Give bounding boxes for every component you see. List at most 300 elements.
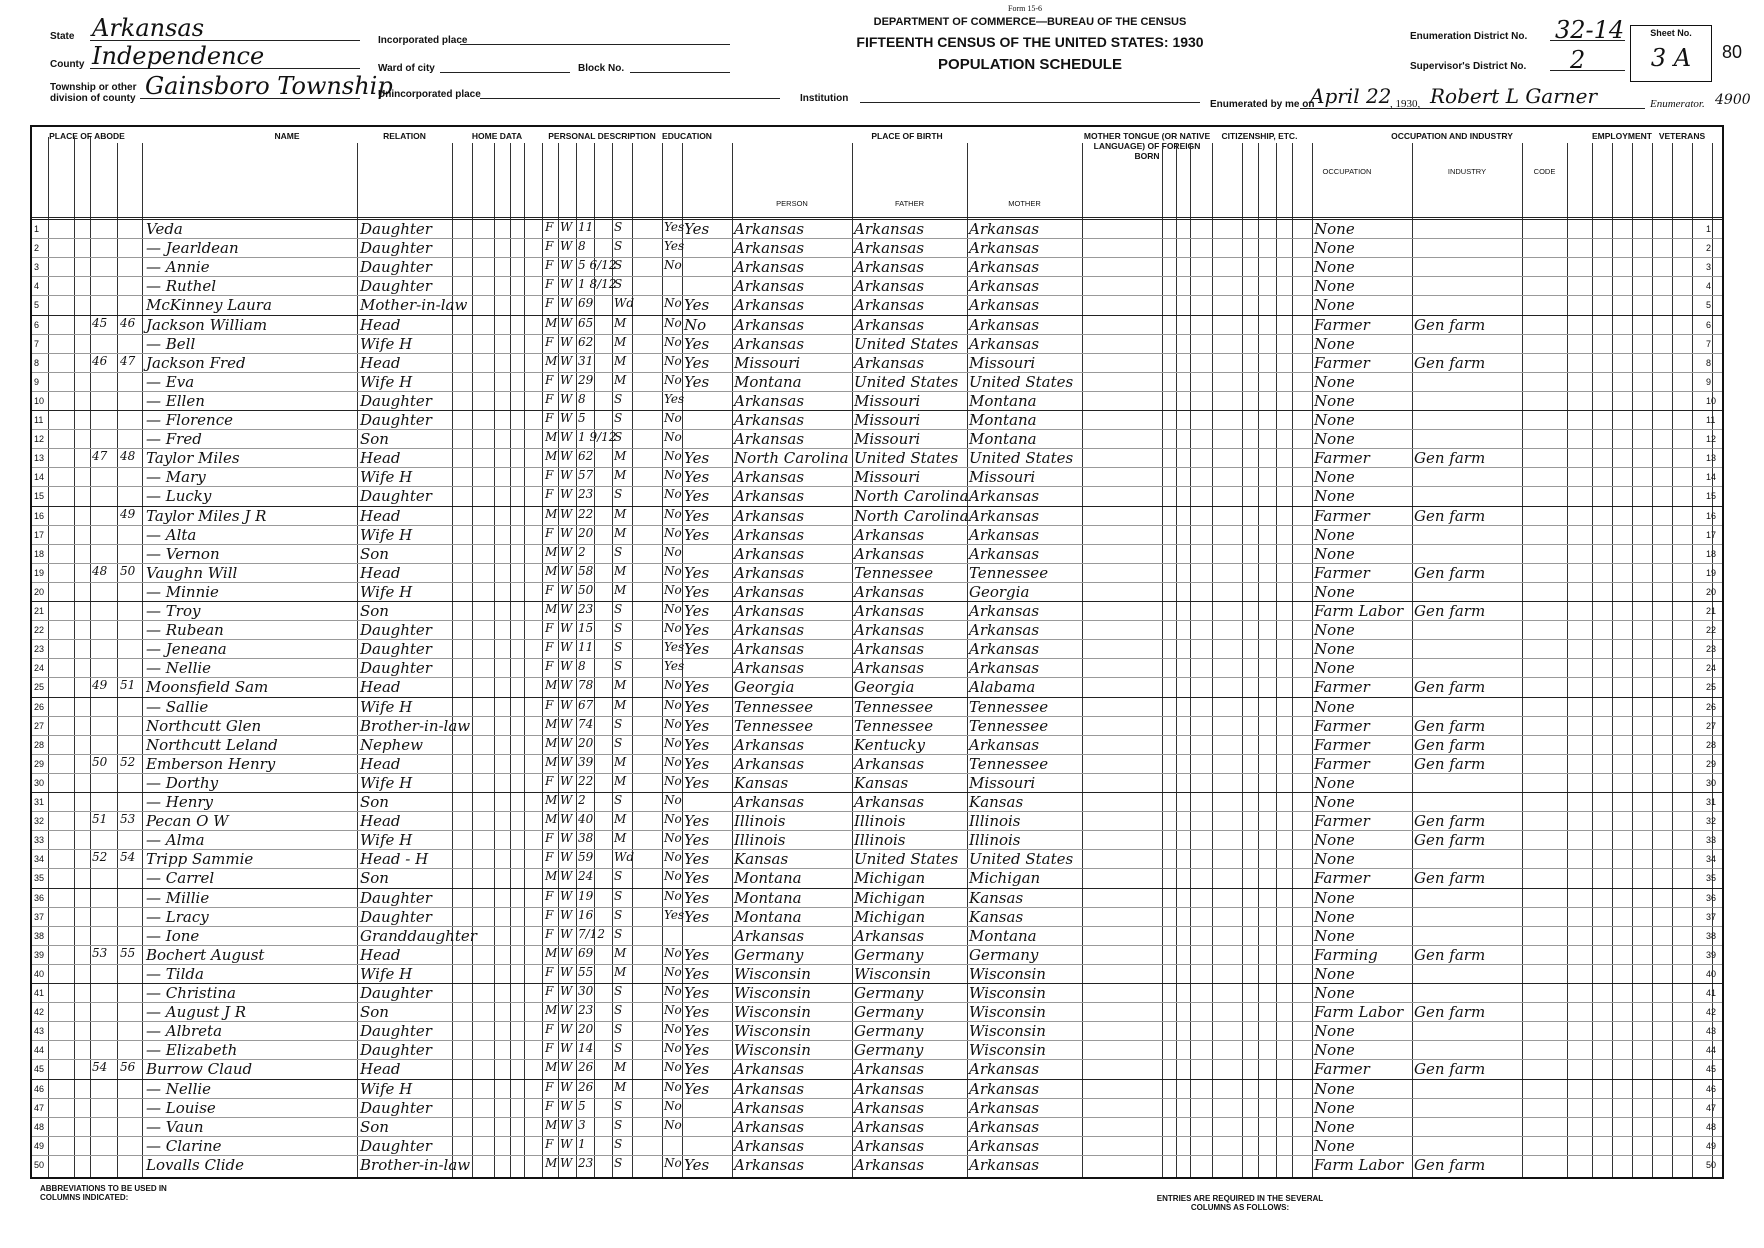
birthplace-mother: Arkansas: [969, 735, 1040, 754]
birthplace-person: Arkansas: [734, 411, 805, 429]
race: W: [560, 869, 573, 884]
birthplace-mother: Tennessee: [969, 716, 1049, 735]
school-attendance: Yes: [664, 907, 685, 922]
occupation: None: [1314, 640, 1355, 659]
census-table: [30, 125, 1724, 1179]
marital-status: S: [614, 1117, 623, 1132]
person-name: — Jearldean: [146, 239, 239, 258]
relation: Head: [360, 506, 401, 525]
birthplace-father: Arkansas: [854, 353, 925, 372]
sex: F: [545, 1136, 554, 1151]
age: 23: [578, 1003, 594, 1018]
school-attendance: No: [664, 468, 682, 483]
birthplace-mother: Missouri: [969, 468, 1036, 487]
section-occupation: OCCUPATION AND INDUSTRY: [1391, 131, 1513, 141]
marital-status: Wd: [614, 850, 635, 865]
occupation: None: [1314, 773, 1355, 792]
marital-status: S: [614, 430, 623, 445]
person-name: — Ellen: [146, 391, 205, 410]
line-number-right: 24: [1706, 663, 1717, 674]
person-name: — Vaun: [146, 1117, 204, 1136]
birthplace-father: Georgia: [854, 678, 915, 697]
birthplace-mother: Arkansas: [969, 277, 1040, 296]
can-read-write: Yes: [684, 735, 710, 754]
can-read-write: Yes: [684, 582, 710, 601]
relation: Daughter: [360, 277, 432, 296]
relation: Head: [360, 353, 401, 372]
occupation: None: [1314, 372, 1355, 391]
family-number: 55: [120, 945, 136, 960]
line-number: 46: [34, 1083, 45, 1094]
sex: F: [545, 621, 554, 636]
sex: F: [545, 468, 554, 483]
birthplace-mother: Kansas: [969, 793, 1024, 811]
section-place-of-abode: PLACE OF ABODE: [49, 131, 125, 141]
relation: Daughter: [360, 888, 432, 907]
race: W: [560, 353, 573, 368]
line-number: 32: [34, 816, 45, 827]
birthplace-person: Montana: [734, 372, 802, 391]
sex: M: [545, 544, 558, 559]
occupation: None: [1314, 487, 1355, 506]
colhead-industry: INDUSTRY: [1447, 167, 1487, 176]
person-name: Bochert August: [146, 945, 265, 964]
county-value: Independence: [92, 42, 265, 70]
race: W: [560, 334, 573, 349]
birthplace-mother: Arkansas: [969, 315, 1040, 334]
occupation: None: [1314, 926, 1355, 945]
line-number-right: 20: [1706, 586, 1717, 597]
person-name: Jackson Fred: [146, 353, 246, 372]
birthplace-father: Arkansas: [854, 1098, 925, 1117]
birthplace-person: Arkansas: [734, 563, 805, 582]
sex: F: [545, 659, 554, 674]
birthplace-father: Arkansas: [854, 220, 925, 238]
person-name: — Dorthy: [146, 773, 219, 792]
birthplace-father: Arkansas: [854, 582, 925, 601]
line-number: 11: [34, 415, 44, 425]
person-name: — Elizabeth: [146, 1041, 238, 1060]
can-read-write: Yes: [684, 678, 710, 697]
marital-status: S: [614, 391, 623, 406]
family-number: 47: [120, 353, 136, 368]
age: 67: [578, 697, 594, 712]
person-name: — Fred: [146, 430, 202, 449]
sex: F: [545, 964, 554, 979]
family-number: 49: [120, 506, 136, 521]
birthplace-father: Michigan: [854, 907, 926, 926]
birthplace-father: Arkansas: [854, 659, 925, 678]
section-personal: PERSONAL DESCRIPTION: [548, 131, 656, 141]
industry: Gen farm: [1414, 1155, 1486, 1174]
person-name: — Nellie: [146, 659, 212, 678]
occupation: Farm Labor: [1314, 1003, 1404, 1022]
line-number-right: 47: [1706, 1102, 1717, 1113]
birthplace-mother: Wisconsin: [969, 1003, 1046, 1022]
birthplace-father: Arkansas: [854, 296, 925, 315]
birthplace-father: United States: [854, 449, 959, 468]
ward-label: Ward of city: [378, 63, 435, 74]
birthplace-mother: Arkansas: [969, 506, 1040, 525]
race: W: [560, 391, 573, 406]
marital-status: M: [614, 449, 627, 464]
industry: Gen farm: [1414, 1060, 1486, 1079]
marital-status: S: [614, 1041, 623, 1056]
age: 74: [578, 716, 594, 731]
census-title: FIFTEENTH CENSUS OF THE UNITED STATES: 1930: [856, 34, 1204, 50]
school-attendance: No: [664, 1041, 682, 1056]
school-attendance: No: [664, 315, 682, 330]
sex: F: [545, 888, 554, 903]
section-veterans: VETERANS: [1658, 131, 1706, 141]
birthplace-father: Arkansas: [854, 1117, 925, 1136]
industry: Gen farm: [1414, 945, 1486, 964]
birthplace-person: Arkansas: [734, 793, 805, 811]
race: W: [560, 602, 573, 616]
person-name: — Alma: [146, 831, 205, 850]
race: W: [560, 582, 573, 597]
can-read-write: Yes: [684, 907, 710, 926]
marital-status: M: [614, 945, 627, 960]
person-name: Taylor Miles J R: [146, 506, 267, 525]
line-number: 14: [34, 472, 45, 483]
race: W: [560, 659, 573, 674]
occupation: None: [1314, 296, 1355, 315]
race: W: [560, 1155, 573, 1170]
line-number-right: 37: [1706, 911, 1717, 922]
birthplace-father: North Carolina: [854, 487, 969, 506]
relation: Wife H: [360, 372, 413, 391]
age: 7/12: [578, 926, 605, 941]
person-name: Northcutt Glen: [146, 716, 262, 735]
birthplace-father: Arkansas: [854, 277, 925, 296]
line-number-right: 7: [1706, 338, 1712, 349]
line-number-right: 31: [1706, 797, 1717, 807]
age: 69: [578, 945, 594, 960]
enumerated-label: Enumerated by me on: [1210, 99, 1315, 110]
marital-status: S: [614, 544, 623, 559]
birthplace-person: Wisconsin: [734, 984, 811, 1002]
relation: Daughter: [360, 659, 432, 678]
birthplace-mother: Tennessee: [969, 563, 1049, 582]
state-label: State: [50, 31, 75, 42]
line-number-right: 19: [1706, 567, 1717, 578]
school-attendance: No: [664, 869, 682, 884]
line-number-right: 26: [1706, 701, 1717, 712]
school-attendance: No: [664, 506, 682, 521]
relation: Head: [360, 678, 401, 697]
birthplace-father: Arkansas: [854, 315, 925, 334]
age: 1 9/12: [578, 430, 617, 445]
marital-status: S: [614, 1136, 623, 1151]
birthplace-mother: Arkansas: [969, 1117, 1040, 1136]
birthplace-father: Arkansas: [854, 793, 925, 811]
sex: M: [545, 793, 558, 807]
birthplace-person: Wisconsin: [734, 964, 811, 983]
occupation: None: [1314, 984, 1355, 1002]
person-name: — Bell: [146, 334, 196, 353]
birthplace-person: Wisconsin: [734, 1003, 811, 1022]
birthplace-father: Missouri: [854, 468, 921, 487]
sex: F: [545, 258, 554, 273]
birthplace-mother: Arkansas: [969, 659, 1040, 678]
relation: Daughter: [360, 984, 432, 1002]
occupation: Farmer: [1314, 353, 1370, 372]
birthplace-person: Arkansas: [734, 277, 805, 296]
marital-status: S: [614, 220, 623, 234]
birthplace-person: Arkansas: [734, 659, 805, 678]
birthplace-person: Arkansas: [734, 220, 805, 238]
age: 11: [578, 220, 594, 234]
can-read-write: Yes: [684, 220, 710, 238]
line-number: 13: [34, 453, 45, 464]
occupation: None: [1314, 334, 1355, 353]
line-number-right: 9: [1706, 376, 1712, 387]
industry: Gen farm: [1414, 831, 1486, 850]
person-name: McKinney Laura: [146, 296, 272, 315]
dwelling-number: 54: [92, 1060, 108, 1075]
age: 62: [578, 449, 594, 464]
age: 1: [578, 1136, 586, 1151]
race: W: [560, 315, 573, 330]
person-name: Moonsfield Sam: [146, 678, 269, 697]
sex: M: [545, 812, 558, 827]
occupation: None: [1314, 277, 1355, 296]
race: W: [560, 487, 573, 502]
line-number-right: 38: [1706, 930, 1717, 941]
line-number: 34: [34, 854, 45, 865]
person-name: Lovalls Clide: [146, 1155, 245, 1174]
birthplace-person: Arkansas: [734, 506, 805, 525]
birthplace-mother: Arkansas: [969, 640, 1040, 659]
school-attendance: Yes: [664, 659, 685, 674]
birthplace-person: Arkansas: [734, 525, 805, 544]
line-number-right: 25: [1706, 682, 1717, 693]
line-number: 30: [34, 777, 45, 788]
unincorporated-line: [480, 98, 780, 99]
sex: M: [545, 506, 558, 521]
state-value: Arkansas: [92, 14, 205, 42]
line-number: 50: [34, 1159, 45, 1170]
line-number-right: 42: [1706, 1007, 1717, 1018]
sex: F: [545, 525, 554, 540]
occupation: None: [1314, 793, 1355, 811]
line-number: 21: [34, 606, 45, 616]
age: 24: [578, 869, 594, 884]
age: 55: [578, 964, 594, 979]
occupation: None: [1314, 659, 1355, 678]
relation: Nephew: [360, 735, 423, 754]
birthplace-mother: Wisconsin: [969, 984, 1046, 1002]
schedule-title: POPULATION SCHEDULE: [938, 56, 1122, 73]
family-number: 54: [120, 850, 136, 865]
ed-line: [1550, 40, 1625, 41]
birthplace-mother: Arkansas: [969, 296, 1040, 315]
birthplace-person: Arkansas: [734, 621, 805, 640]
birthplace-father: Michigan: [854, 888, 926, 907]
line-number-right: 18: [1706, 548, 1717, 559]
school-attendance: No: [664, 430, 682, 445]
birthplace-person: Wisconsin: [734, 1022, 811, 1041]
birthplace-mother: Germany: [969, 945, 1039, 964]
can-read-write: Yes: [684, 888, 710, 907]
race: W: [560, 793, 573, 807]
sheet-label: Sheet No.: [1650, 28, 1692, 38]
relation: Son: [360, 869, 389, 888]
sex: F: [545, 220, 554, 234]
birthplace-father: Illinois: [854, 812, 906, 831]
section-mother-tongue: MOTHER TONGUE (OR NATIVE LANGUAGE) OF FOREIGN BORN: [1083, 131, 1211, 161]
occupation: Farming: [1314, 945, 1378, 964]
marital-status: S: [614, 239, 623, 254]
school-attendance: No: [664, 831, 682, 846]
family-number: 56: [120, 1060, 136, 1075]
marital-status: S: [614, 1022, 623, 1037]
line-number: 31: [34, 797, 45, 807]
marital-status: S: [614, 793, 623, 807]
sex: M: [545, 1117, 558, 1132]
birthplace-person: Wisconsin: [734, 1041, 811, 1060]
marital-status: S: [614, 735, 623, 750]
sex: M: [545, 945, 558, 960]
incorporated-line: [460, 44, 730, 45]
age: 23: [578, 602, 594, 616]
birthplace-mother: Arkansas: [969, 602, 1040, 620]
birthplace-mother: Arkansas: [969, 621, 1040, 640]
person-name: — Florence: [146, 411, 233, 429]
birthplace-person: Georgia: [734, 678, 795, 697]
county-label: County: [50, 59, 85, 70]
family-number: 48: [120, 449, 136, 464]
race: W: [560, 468, 573, 483]
birthplace-mother: Alabama: [969, 678, 1036, 697]
sex: M: [545, 716, 558, 731]
school-attendance: No: [664, 621, 682, 636]
occupation: None: [1314, 831, 1355, 850]
birthplace-person: Arkansas: [734, 640, 805, 659]
relation: Son: [360, 793, 389, 811]
birthplace-father: Kansas: [854, 773, 909, 792]
race: W: [560, 812, 573, 827]
sex: F: [545, 411, 554, 425]
age: 20: [578, 735, 594, 750]
marital-status: S: [614, 984, 623, 998]
birthplace-mother: Georgia: [969, 582, 1030, 601]
marital-status: S: [614, 487, 623, 502]
can-read-write: Yes: [684, 869, 710, 888]
ward-line: [440, 72, 570, 73]
school-attendance: No: [664, 258, 682, 273]
line-number-right: 49: [1706, 1140, 1717, 1151]
unincorporated-label: Unincorporated place: [378, 89, 481, 100]
person-name: — Annie: [146, 258, 210, 277]
occupation: None: [1314, 1098, 1355, 1117]
line-number: 49: [34, 1140, 45, 1151]
race: W: [560, 984, 573, 998]
race: W: [560, 449, 573, 464]
sheet-value: 3 A: [1650, 44, 1692, 72]
enum-year: , 1930,: [1390, 98, 1421, 110]
relation: Head: [360, 754, 401, 773]
birthplace-father: Missouri: [854, 411, 921, 429]
sex: F: [545, 1041, 554, 1056]
birthplace-mother: Arkansas: [969, 544, 1040, 563]
person-name: Jackson William: [146, 315, 268, 334]
sd-label: Supervisor's District No.: [1410, 61, 1527, 72]
birthplace-mother: Arkansas: [969, 1155, 1040, 1174]
age: 23: [578, 1155, 594, 1170]
race: W: [560, 296, 573, 311]
dwelling-number: 48: [92, 563, 108, 578]
age: 16: [578, 907, 594, 922]
relation: Daughter: [360, 621, 432, 640]
family-number: 52: [120, 754, 136, 769]
occupation: None: [1314, 525, 1355, 544]
occupation: None: [1314, 468, 1355, 487]
occupation: Farmer: [1314, 869, 1370, 888]
race: W: [560, 640, 573, 655]
birthplace-father: Germany: [854, 984, 924, 1002]
relation: Daughter: [360, 411, 432, 429]
race: W: [560, 525, 573, 540]
sex: M: [545, 1060, 558, 1075]
race: W: [560, 411, 573, 425]
marital-status: Wd: [614, 296, 635, 311]
dwelling-number: 46: [92, 353, 108, 368]
age: 5: [578, 411, 586, 425]
birthplace-person: Arkansas: [734, 1136, 805, 1155]
line-number-right: 46: [1706, 1083, 1717, 1094]
occupation: None: [1314, 391, 1355, 410]
age: 26: [578, 1079, 594, 1094]
dwelling-number: 52: [92, 850, 108, 865]
line-number: 22: [34, 625, 45, 636]
person-name: — Sallie: [146, 697, 209, 716]
marital-status: M: [614, 372, 627, 387]
birthplace-father: Tennessee: [854, 563, 934, 582]
marital-status: M: [614, 468, 627, 483]
can-read-write: Yes: [684, 487, 710, 506]
age: 65: [578, 315, 594, 330]
family-number: 53: [120, 812, 136, 827]
enumerator-number: 4900: [1715, 92, 1751, 108]
relation: Daughter: [360, 1098, 432, 1117]
line-number: 36: [34, 892, 45, 903]
sex: F: [545, 277, 554, 292]
age: 22: [578, 506, 594, 521]
line-number-right: 8: [1706, 357, 1712, 368]
marital-status: S: [614, 926, 623, 941]
relation: Daughter: [360, 907, 432, 926]
occupation: None: [1314, 1079, 1355, 1098]
race: W: [560, 964, 573, 979]
birthplace-person: Arkansas: [734, 1155, 805, 1174]
line-number-right: 44: [1706, 1045, 1717, 1056]
line-number: 18: [34, 548, 45, 559]
line-number-right: 13: [1706, 453, 1717, 464]
sex: F: [545, 697, 554, 712]
enumerator-label: Enumerator.: [1650, 98, 1705, 110]
sex: M: [545, 754, 558, 769]
line-number-right: 33: [1706, 835, 1717, 846]
marital-status: S: [614, 716, 623, 731]
school-attendance: No: [664, 334, 682, 349]
birthplace-person: Arkansas: [734, 1098, 805, 1117]
sex: F: [545, 773, 554, 788]
birthplace-father: Tennessee: [854, 697, 934, 716]
birthplace-mother: Tennessee: [969, 754, 1049, 773]
sex: F: [545, 907, 554, 922]
